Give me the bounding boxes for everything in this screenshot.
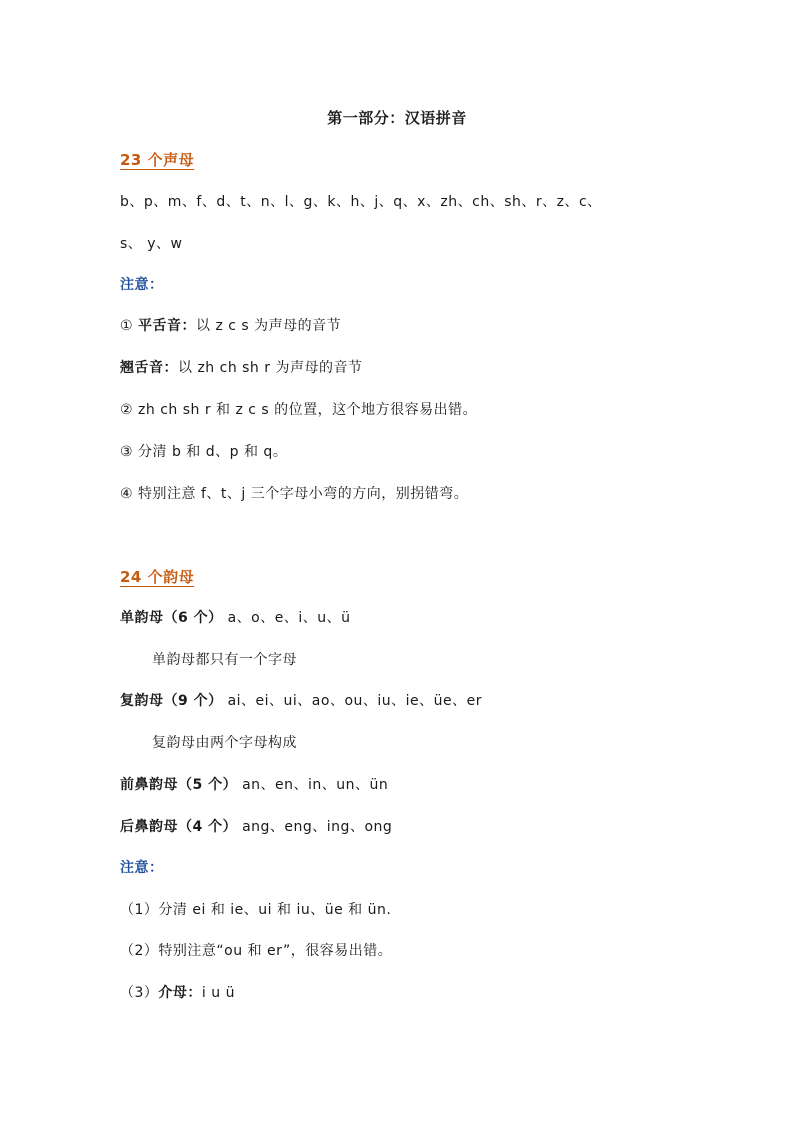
compound-finals-desc: 复韵母由两个字母构成 [152,735,297,751]
initials-list-line-2: s、 y、w [120,236,183,252]
note-text: i u ü [201,985,235,1001]
compound-finals-items: ai、ei、ui、ao、ou、iu、ie、üe、er [227,693,483,709]
finals-note-2 [120,941,392,961]
back-nasal-label: 后鼻韵母（4 个） [120,819,238,835]
compound-finals-label: 复韵母（9 个） [120,693,223,709]
note-marker: ① [120,318,134,334]
page-title: 第一部分：汉语拼音 [327,109,467,127]
initials-note-3 [120,442,287,462]
initials-note-1b [120,358,362,378]
initials-note-2 [120,400,477,420]
front-nasal-finals-line [120,775,388,795]
note-text: 特别注意“ou 和 er”，很容易出错。 [158,943,393,959]
initials-heading: 23 个声母 [120,151,195,169]
front-nasal-items: an、en、in、un、ün [242,777,389,793]
finals-heading: 24 个韵母 [120,568,195,586]
initials-note-4 [120,484,468,504]
note-text: 特别注意 f、t、j 三个字母小弯的方向，别拐错弯。 [138,486,469,502]
initials-note-1 [120,316,341,336]
single-finals-line [120,608,350,628]
note-text: 以 zh ch sh r 为声母的音节 [178,360,363,376]
front-nasal-label: 前鼻韵母（5 个） [120,777,238,793]
note-marker: ③ [120,444,134,460]
note-text: 分清 ei 和 ie、ui 和 iu、üe 和 ün. [158,902,392,918]
note-marker: （2） [120,943,159,959]
note-text: 分清 b 和 d、p 和 q。 [138,444,288,460]
note-marker: （3） [120,985,159,1001]
back-nasal-finals-line [120,817,392,837]
single-finals-items: a、o、e、i、u、ü [227,610,351,626]
single-finals-desc: 单韵母都只有一个字母 [152,652,297,668]
note-marker: ② [120,402,134,418]
note-text: zh ch sh r 和 z c s 的位置，这个地方很容易出错。 [138,402,478,418]
note-label: 平舌音： [138,318,197,334]
note-marker: ④ [120,486,134,502]
compound-finals-line [120,691,482,711]
finals-note-1 [120,900,391,920]
note-label: 介母： [158,985,202,1001]
initials-note-heading: 注意： [120,277,164,293]
finals-note-heading: 注意： [120,860,164,876]
finals-note-3 [120,983,235,1003]
note-label: 翘舌音： [120,360,178,376]
note-text: 以 z c s 为声母的音节 [196,318,342,334]
note-marker: （1） [120,902,159,918]
initials-list-line-1: b、p、m、f、d、t、n、l、g、k、h、j、q、x、zh、ch、sh、r、z、c、 [120,194,602,210]
single-finals-label: 单韵母（6 个） [120,610,223,626]
back-nasal-items: ang、eng、ing、ong [242,819,393,835]
